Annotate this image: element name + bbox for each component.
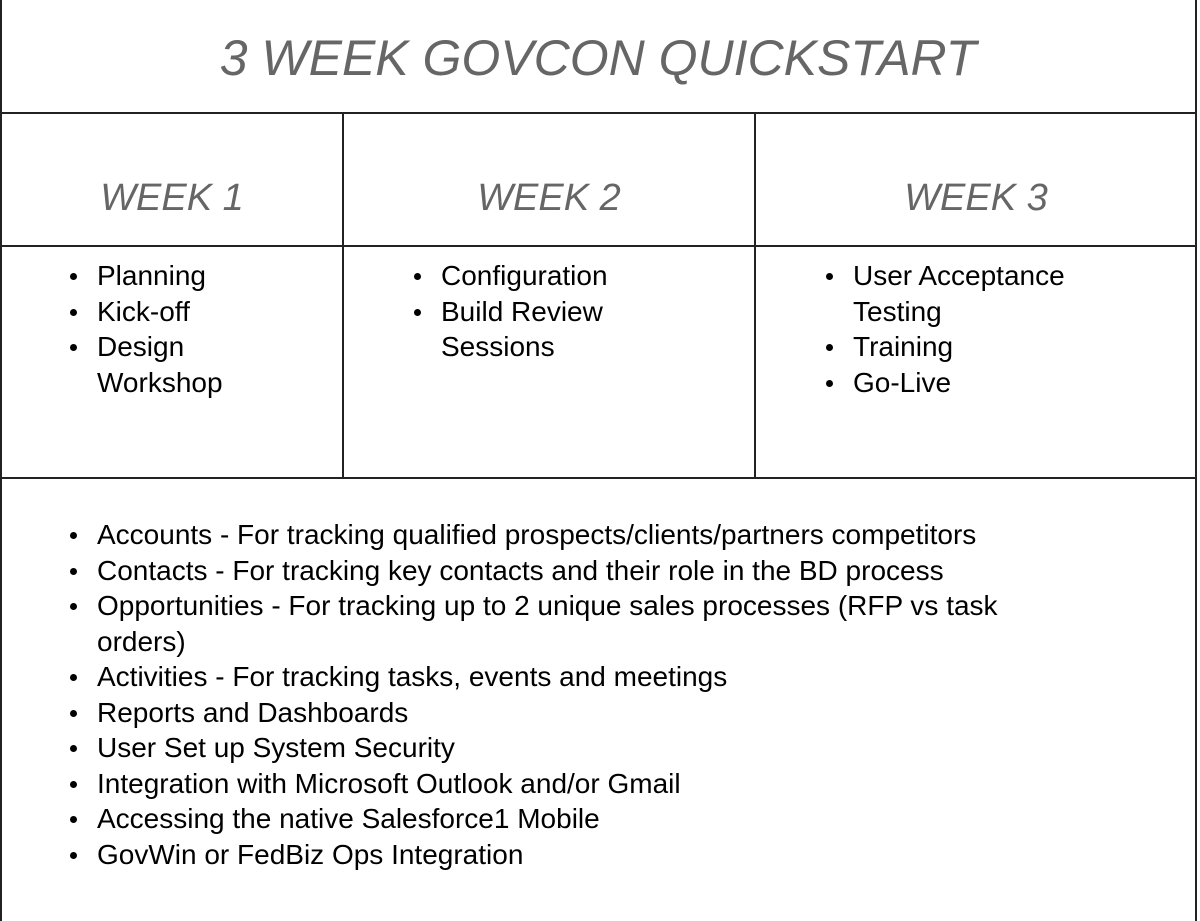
list-item: User Set up System Security (64, 730, 1094, 766)
list-item: Accessing the native Salesforce1 Mobile (64, 801, 1094, 837)
list-item: Build Review Sessions (408, 294, 641, 365)
table-border-left (0, 0, 2, 921)
week-3-heading: WEEK 3 (904, 177, 1048, 219)
list-item: User Acceptance Testing (820, 258, 1103, 329)
title-divider (0, 112, 1197, 114)
week-1-task-list (64, 258, 334, 400)
list-item: Reports and Dashboards (64, 695, 1094, 731)
list-item: Opportunities - For tracking up to 2 unique sales processes (RFP vs task orders) (64, 588, 1094, 659)
list-item: Planning (64, 258, 334, 294)
list-item: Contacts - For tracking key contacts and their role in the BD process (64, 553, 1094, 589)
table-border-right (1195, 0, 1197, 921)
week-heading-divider (0, 245, 1197, 247)
list-item: GovWin or FedBiz Ops Integration (64, 837, 1094, 873)
list-item: Activities - For tracking tasks, events and meetings (64, 659, 1094, 695)
list-item: Training (820, 329, 1180, 365)
week-2-heading: WEEK 2 (477, 177, 621, 219)
column-divider-2 (754, 112, 756, 479)
page-title: 3 WEEK GOVCON QUICKSTART (219, 30, 977, 86)
weeks-divider (0, 477, 1197, 479)
list-item: Go-Live (820, 365, 1180, 401)
list-item: Accounts - For tracking qualified prospects/clients/partners competitors (64, 517, 1094, 553)
list-item: Configuration (408, 258, 738, 294)
week-2-task-list (408, 258, 738, 365)
list-item: Integration with Microsoft Outlook and/or Gmail (64, 766, 1094, 802)
week-1-heading: WEEK 1 (100, 177, 244, 219)
list-item: Design Workshop (64, 329, 247, 400)
week-3-task-list (820, 258, 1180, 400)
list-item: Kick-off (64, 294, 334, 330)
features-list (64, 517, 1094, 872)
column-divider-1 (342, 112, 344, 479)
